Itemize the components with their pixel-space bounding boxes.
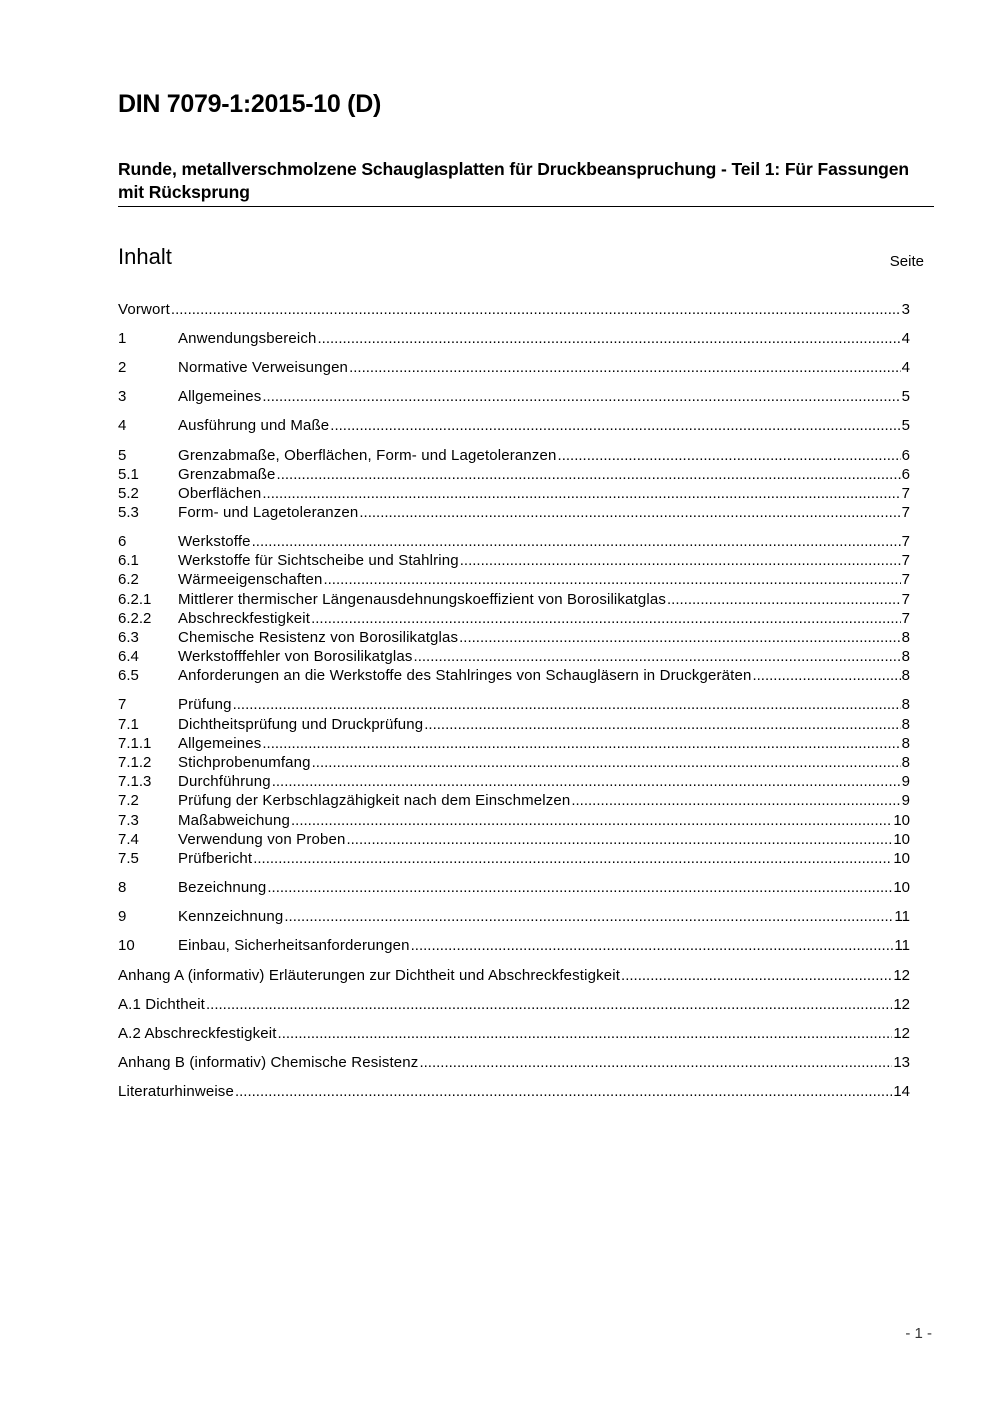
- toc-entry-page: 9: [901, 773, 910, 790]
- toc-entry-number: 1: [118, 330, 127, 347]
- toc-dot-leader: [414, 647, 901, 667]
- toc-entry-number: 7.2: [118, 792, 139, 809]
- toc-dot-leader: [424, 715, 900, 735]
- toc-entry[interactable]: [118, 416, 910, 436]
- toc-entry[interactable]: [118, 329, 910, 349]
- toc-entry-title: Werkstoffe für Sichtscheibe und Stahlring: [178, 552, 459, 569]
- toc-entry-title: Ausführung und Maße: [178, 417, 330, 434]
- toc-entry-page: 6: [901, 466, 910, 483]
- toc-entry-title: Chemische Resistenz von Borosilikatglas: [178, 629, 459, 646]
- toc-entry-number: 4: [118, 417, 127, 434]
- toc-entry-number: 7.1.3: [118, 773, 152, 790]
- toc-page-column-label: Seite: [889, 253, 924, 270]
- toc-dot-leader: [233, 695, 901, 715]
- toc-dot-leader: [323, 570, 900, 590]
- page-number: - 1 -: [905, 1325, 932, 1342]
- toc-entry-number: 5.2: [118, 485, 139, 502]
- toc-entry[interactable]: [118, 830, 910, 850]
- toc-entry[interactable]: [118, 532, 910, 552]
- toc-entry-number: 2: [118, 359, 127, 376]
- toc-entry-number: 8: [118, 879, 127, 896]
- toc-entry-title: Anhang B (informativ) Chemische Resistenz: [118, 1054, 419, 1071]
- toc-entry-number: 7.3: [118, 812, 139, 829]
- toc-dot-leader: [419, 1053, 892, 1073]
- toc-entry-title: Prüfung der Kerbschlagzähigkeit nach dem Einschmelzen: [178, 792, 571, 809]
- toc-entry-page: 7: [901, 533, 910, 550]
- toc-entry-page: 10: [893, 831, 910, 848]
- toc-entry-page: 7: [901, 571, 910, 588]
- toc-entry-page: 14: [893, 1083, 910, 1100]
- toc-entry[interactable]: [118, 753, 910, 773]
- toc-dot-leader: [206, 995, 892, 1015]
- toc-entry-number: 3: [118, 388, 127, 405]
- toc-entry-title: Normative Verweisungen: [178, 359, 349, 376]
- toc-entry-page: 4: [901, 359, 910, 376]
- toc-entry-title: Stichprobenumfang: [178, 754, 311, 771]
- toc-entry[interactable]: [118, 772, 910, 792]
- toc-dot-leader: [346, 830, 892, 850]
- toc-dot-leader: [262, 734, 900, 754]
- toc-entry[interactable]: [118, 666, 910, 686]
- toc-entry[interactable]: [118, 590, 910, 610]
- toc-entry-number: 7.4: [118, 831, 139, 848]
- toc-entry-page: 8: [901, 648, 910, 665]
- toc-entry-page: 10: [893, 812, 910, 829]
- toc-dot-leader: [252, 532, 901, 552]
- toc-entry[interactable]: [118, 551, 910, 571]
- toc-entry[interactable]: [118, 609, 910, 629]
- toc-entry-page: 10: [893, 850, 910, 867]
- toc-entry-title: Prüfung: [178, 696, 232, 713]
- toc-entry-number: 10: [118, 937, 135, 954]
- toc-entry-page: 13: [893, 1054, 910, 1071]
- toc-dot-leader: [571, 791, 900, 811]
- toc-entry[interactable]: [118, 358, 910, 378]
- toc-entry-page: 8: [901, 754, 910, 771]
- toc-dot-leader: [291, 811, 892, 831]
- toc-entry-page: 11: [894, 908, 910, 925]
- toc-entry[interactable]: [118, 484, 910, 504]
- toc-dot-leader: [459, 628, 901, 648]
- toc-dot-leader: [272, 772, 901, 792]
- toc-dot-leader: [267, 878, 892, 898]
- toc-entry-title: Anforderungen an die Werkstoffe des Stahlringes von Schaugläsern in Druckgeräten: [178, 667, 752, 684]
- toc-entry[interactable]: [118, 849, 910, 869]
- toc-entry-title: Verwendung von Proben: [178, 831, 346, 848]
- toc-entry-title: Einbau, Sicherheitsanforderungen: [178, 937, 410, 954]
- toc-entry[interactable]: [118, 1053, 910, 1073]
- toc-entry-page: 5: [901, 388, 910, 405]
- toc-dot-leader: [317, 329, 900, 349]
- toc-entry-title: Wärmeeigenschaften: [178, 571, 323, 588]
- toc-entry[interactable]: [118, 811, 910, 831]
- toc-dot-leader: [312, 753, 901, 773]
- toc-dot-leader: [277, 465, 901, 485]
- toc-dot-leader: [411, 936, 894, 956]
- title-divider: [118, 206, 934, 207]
- toc-entry-title: Abschreckfestigkeit: [178, 610, 311, 627]
- document-id: DIN 7079-1:2015-10 (D): [118, 90, 381, 118]
- toc-entry-number: 7.1.1: [118, 735, 152, 752]
- toc-entry[interactable]: [118, 628, 910, 648]
- toc-entry-title: Werkstofffehler von Borosilikatglas: [178, 648, 413, 665]
- toc-entry-title: Vorwort: [118, 301, 170, 318]
- toc-entry-page: 6: [901, 447, 910, 464]
- toc-dot-leader: [284, 907, 893, 927]
- toc-dot-leader: [621, 966, 892, 986]
- toc-entry[interactable]: [118, 791, 910, 811]
- toc-entry-title: Bezeichnung: [178, 879, 267, 896]
- toc-entry[interactable]: [118, 647, 910, 667]
- toc-entry-number: 6.2.2: [118, 610, 152, 627]
- toc-entry-title: Allgemeines: [178, 388, 262, 405]
- toc-entry-page: 7: [901, 504, 910, 521]
- toc-entry-page: 10: [893, 879, 910, 896]
- toc-entry[interactable]: [118, 966, 910, 986]
- toc-entry-number: 6.5: [118, 667, 139, 684]
- toc-entry-title: Dichtheitsprüfung und Druckprüfung: [178, 716, 424, 733]
- toc-entry-title: Oberflächen: [178, 485, 262, 502]
- toc-entry-title: A.2 Abschreckfestigkeit: [118, 1025, 277, 1042]
- toc-dot-leader: [667, 590, 901, 610]
- toc-entry[interactable]: [118, 995, 910, 1015]
- toc-entry[interactable]: [118, 907, 910, 927]
- toc-dot-leader: [460, 551, 901, 571]
- toc-entry-number: 7.5: [118, 850, 139, 867]
- toc-entry-page: 8: [901, 667, 910, 684]
- toc-entry-page: 7: [901, 610, 910, 627]
- toc-entry-page: 4: [901, 330, 910, 347]
- toc-entry-number: 5.3: [118, 504, 139, 521]
- toc-entry-page: 7: [901, 591, 910, 608]
- toc-entry-number: 7: [118, 696, 127, 713]
- toc-entry[interactable]: [118, 1082, 910, 1102]
- toc-dot-leader: [262, 387, 900, 407]
- toc-dot-leader: [171, 300, 901, 320]
- toc-entry-number: 6.3: [118, 629, 139, 646]
- toc-entry[interactable]: [118, 387, 910, 407]
- toc-entry[interactable]: [118, 734, 910, 754]
- toc-entry[interactable]: [118, 446, 910, 466]
- toc-entry-title: Kennzeichnung: [178, 908, 284, 925]
- toc-heading: Inhalt: [118, 244, 172, 269]
- toc-entry-title: A.1 Dichtheit: [118, 996, 205, 1013]
- toc-dot-leader: [253, 849, 892, 869]
- toc-entry-number: 5: [118, 447, 127, 464]
- toc-entry[interactable]: [118, 715, 910, 735]
- toc-entry-number: 6.2: [118, 571, 139, 588]
- toc-dot-leader: [235, 1082, 892, 1102]
- toc-entry[interactable]: [118, 503, 910, 523]
- toc-entry-number: 7.1: [118, 716, 139, 733]
- toc-entry[interactable]: [118, 1024, 910, 1044]
- toc-entry-number: 5.1: [118, 466, 139, 483]
- toc-entry-title: Maßabweichung: [178, 812, 291, 829]
- toc-entry-page: 8: [901, 629, 910, 646]
- toc-entry-title: Durchführung: [178, 773, 271, 790]
- toc-entry-page: 3: [901, 301, 910, 318]
- toc-entry-title: Grenzabmaße: [178, 466, 276, 483]
- toc-entry-page: 11: [894, 937, 910, 954]
- toc-dot-leader: [349, 358, 901, 378]
- toc-entry-title: Anwendungsbereich: [178, 330, 317, 347]
- toc-entry-title: Werkstoffe: [178, 533, 251, 550]
- toc-entry-page: 12: [893, 1025, 910, 1042]
- toc-entry[interactable]: [118, 878, 910, 898]
- toc-entry[interactable]: [118, 300, 910, 320]
- toc-entry-page: 5: [901, 417, 910, 434]
- toc-entry-page: 7: [901, 485, 910, 502]
- toc-dot-leader: [558, 446, 901, 466]
- toc-entry-page: 8: [901, 696, 910, 713]
- toc-entry-number: 6.1: [118, 552, 139, 569]
- toc-entry-number: 9: [118, 908, 127, 925]
- toc-entry-page: 12: [893, 996, 910, 1013]
- toc-entry-page: 8: [901, 735, 910, 752]
- toc-entry-title: Allgemeines: [178, 735, 262, 752]
- toc-entry[interactable]: [118, 936, 910, 956]
- toc-entry-number: 6.2.1: [118, 591, 152, 608]
- toc-dot-leader: [278, 1024, 893, 1044]
- toc-entry-number: 6: [118, 533, 127, 550]
- toc-entry-number: 6.4: [118, 648, 139, 665]
- toc-entry-title: Grenzabmaße, Oberflächen, Form- und Lagetoleranzen: [178, 447, 557, 464]
- toc-dot-leader: [330, 416, 900, 436]
- toc-dot-leader: [311, 609, 901, 629]
- toc-entry-title: Mittlerer thermischer Längenausdehnungskoeffizient von Borosilikatglas: [178, 591, 666, 608]
- toc-entry-page: 12: [893, 967, 910, 984]
- toc-entry[interactable]: [118, 695, 910, 715]
- toc-dot-leader: [262, 484, 900, 504]
- toc-dot-leader: [359, 503, 900, 523]
- toc-entry-title: Literaturhinweise: [118, 1083, 234, 1100]
- toc-entry-page: 8: [901, 716, 910, 733]
- document-title: Runde, metallverschmolzene Schauglasplatten für Druckbeanspruchung - Teil 1: Für Fassungen mit Rücksprung: [118, 159, 909, 202]
- toc-entry-number: 7.1.2: [118, 754, 152, 771]
- toc-entry-title: Prüfbericht: [178, 850, 253, 867]
- toc-entry[interactable]: [118, 570, 910, 590]
- toc-entry-title: Anhang A (informativ) Erläuterungen zur Dichtheit und Abschreckfestigkeit: [118, 967, 621, 984]
- toc-entry-title: Form- und Lagetoleranzen: [178, 504, 359, 521]
- toc-entry[interactable]: [118, 465, 910, 485]
- toc-entry-page: 7: [901, 552, 910, 569]
- toc-dot-leader: [752, 666, 900, 686]
- toc-entry-page: 9: [901, 792, 910, 809]
